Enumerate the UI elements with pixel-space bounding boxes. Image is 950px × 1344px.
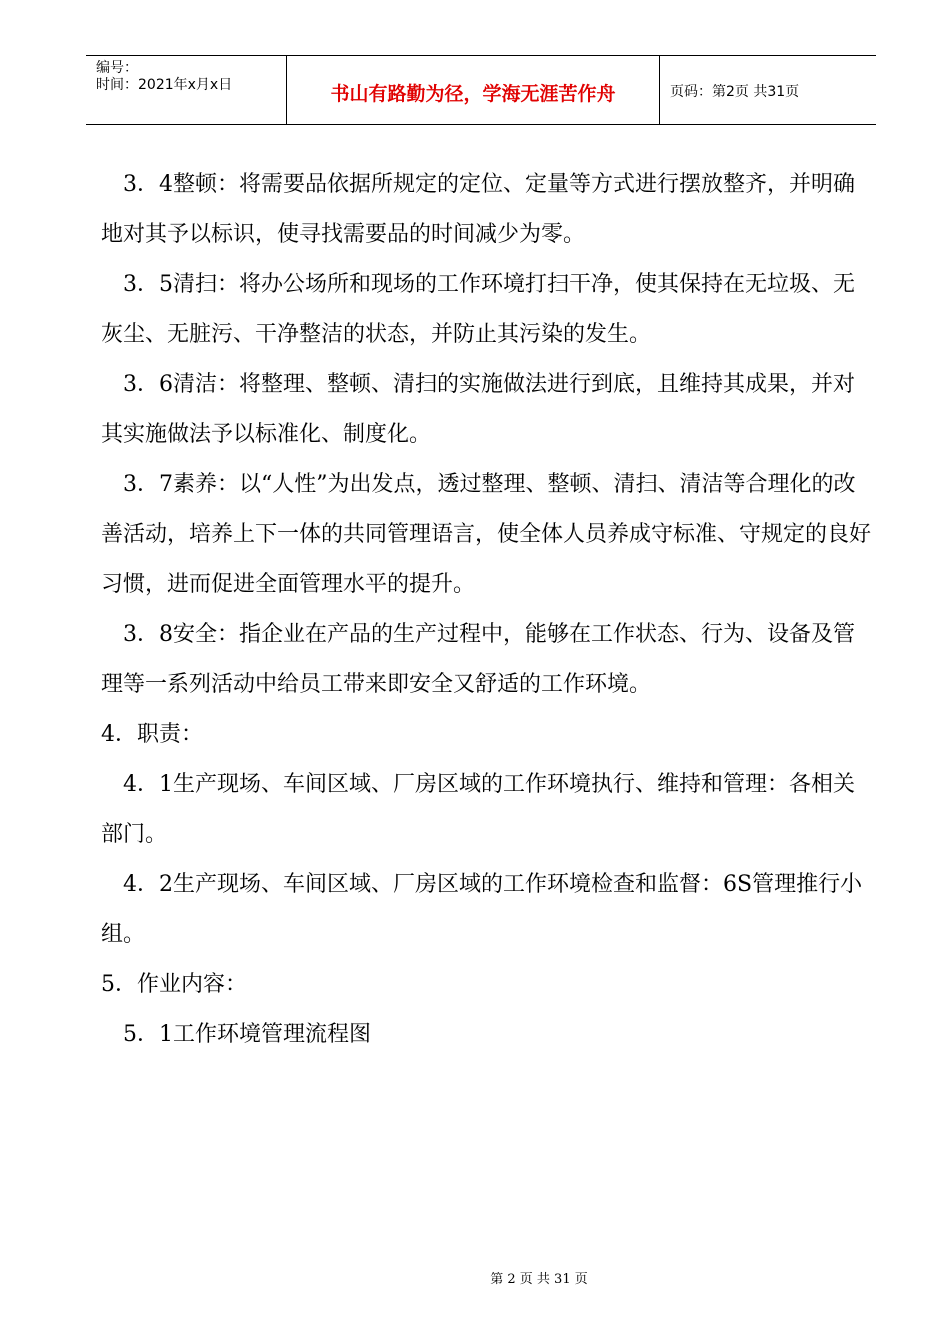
page-footer: 第 2 页 共 31 页 xyxy=(490,1272,588,1287)
section-heading-5: 5．作业内容： xyxy=(101,972,247,997)
header-meta xyxy=(86,56,287,124)
paragraph-3-4: 3．4整顿：将需要品依据所规定的定位、定量等方式进行摆放整齐，并明确地对其予以标识，使寻找需要品的时间减少为零。 xyxy=(101,172,855,247)
document-body xyxy=(101,160,871,1060)
paragraph-5-1: 5．1工作环境管理流程图 xyxy=(123,1022,371,1047)
paragraph-3-8: 3．8安全：指企业在产品的生产过程中，能够在工作状态、行为、设备及管理等一系列活动中给员工带来即安全又舒适的工作环境。 xyxy=(101,622,855,697)
paragraph-4-1: 4．1生产现场、车间区域、厂房区域的工作环境执行、维持和管理：各相关部门。 xyxy=(101,772,855,847)
header-motto: 书山有路勤为径，学海无涯苦作舟 xyxy=(287,56,660,124)
paragraph-3-6: 3．6清洁：将整理、整顿、清扫的实施做法进行到底，且维持其成果，并对其实施做法予以标准化、制度化。 xyxy=(101,372,855,447)
header-page-info: 页码：第2页 共31页 xyxy=(670,84,800,100)
document-time-label: 时间：2021年x月x日 xyxy=(96,77,233,93)
paragraph-3-5: 3．5清扫：将办公场所和现场的工作环境打扫干净，使其保持在无垃圾、无灰尘、无脏污、干净整洁的状态，并防止其污染的发生。 xyxy=(101,272,855,347)
document-number-label: 编号： xyxy=(96,60,138,76)
section-heading-4: 4．职责： xyxy=(101,722,203,747)
page-header xyxy=(86,55,876,125)
paragraph-4-2: 4．2生产现场、车间区域、厂房区域的工作环境检查和监督：6S管理推行小组。 xyxy=(101,872,863,947)
paragraph-3-7: 3．7素养：以“人性”为出发点，透过整理、整顿、清扫、清洁等合理化的改善活动，培养上下一体的共同管理语言，使全体人员养成守标准、守规定的良好习惯，进而促进全面管理水平的提升。 xyxy=(101,472,872,597)
